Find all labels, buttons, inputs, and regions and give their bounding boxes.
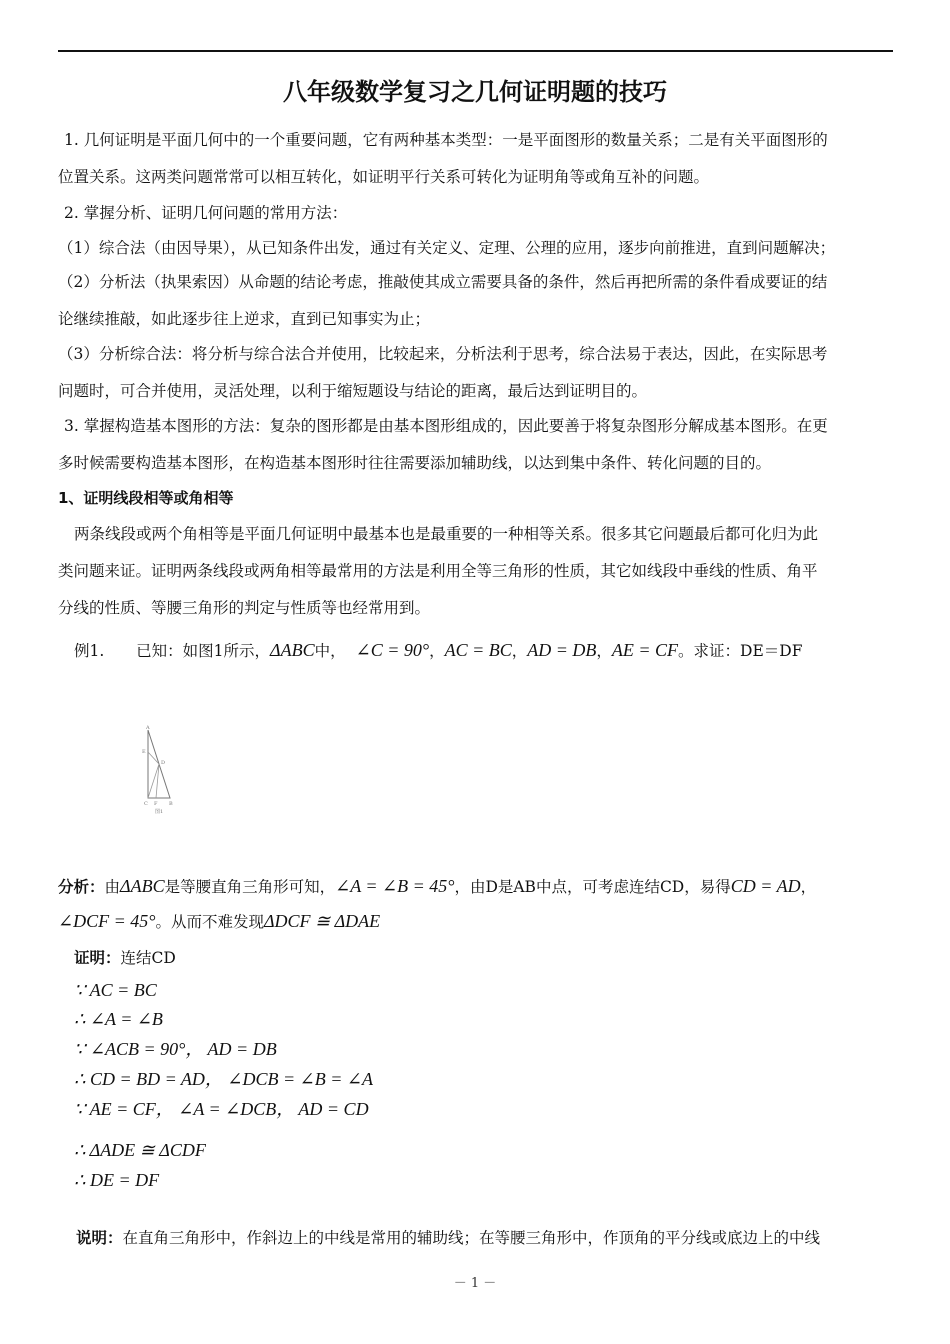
proof-step-text: ∴ ∠A = ∠B <box>74 1009 163 1029</box>
note <box>76 1220 911 1257</box>
example-text-b: 中， <box>314 642 346 660</box>
method3-line1: （3）分析综合法：将分析与综合法合并使用，比较起来，分析法利于思考，综合法易于表达，因此，在实际思考 <box>58 345 828 363</box>
page-title: 八年级数学复习之几何证明题的技巧 <box>283 78 667 106</box>
proof-step <box>74 1094 369 1125</box>
para3-line1: 3. 掌握构造基本图形的方法：复杂的图形都是由基本图形组成的，因此要善于将复杂图形分解成基本图形。在更 <box>64 417 828 435</box>
para2: 2. 掌握分析、证明几何问题的常用方法： <box>64 204 348 222</box>
para1-line1: 1. 几何证明是平面几何中的一个重要问题，它有两种基本类型：一是平面图形的数量关系；二是有关平面图形的 <box>64 131 828 149</box>
proof-step <box>74 975 157 1006</box>
proof-step-text: ∴ CD = BD = AD， ∠DCB = ∠B = ∠A <box>74 1069 373 1089</box>
note-text: 在直角三角形中，作斜边上的中线是常用的辅助线；在等腰三角形中，作顶角的平分线或底边上的中线 <box>122 1229 821 1247</box>
proof-step-text: ∵ ∠ACB = 90°， AD = DB <box>74 1039 277 1059</box>
analysis-text: 是等腰直角三角形可知， <box>164 878 336 896</box>
proof-step <box>74 1004 163 1035</box>
figure-label-b: B <box>169 801 173 807</box>
analysis-math: CD = AD <box>730 876 801 896</box>
analysis-math: ΔDCF ≅ ΔDAE <box>263 911 381 931</box>
example-text-a: 已知：如图1所示， <box>136 642 271 660</box>
method3-line2: 问题时，可合并使用，灵活处理，以利于缩短题设与结论的距离，最后达到证明目的。 <box>58 382 648 400</box>
proof-step <box>74 1064 373 1095</box>
figure-label-e: E <box>142 749 146 755</box>
example-cond-ae-cf: AE = CF <box>611 640 679 660</box>
proof-step-text: ∵ AE = CF， ∠A = ∠DCB， AD = CD <box>74 1099 369 1119</box>
analysis-text: 由 <box>104 878 121 896</box>
example-sep: ， <box>511 642 528 660</box>
example-cond-angle-c: ∠C = 90° <box>355 640 430 660</box>
method2-line2: 论继续推敲，如此逐步往上逆求，直到已知事实为止； <box>58 310 431 328</box>
figure-label-a: A <box>146 725 150 731</box>
figure-1-triangle <box>138 722 178 814</box>
analysis-text: ，由D是AB中点，可考虑连结CD，易得 <box>454 878 731 896</box>
page-number: － 1 － <box>453 1276 497 1291</box>
proof-step <box>74 1034 277 1065</box>
proof-intro: 连结CD <box>120 949 176 967</box>
analysis-math: ∠A = ∠B = 45° <box>335 876 455 896</box>
analysis-line2 <box>58 903 893 941</box>
analysis-math: ∠DCF = 45° <box>58 911 156 931</box>
analysis-math: ΔABC <box>120 876 165 896</box>
example-label: 例1. <box>74 642 105 660</box>
section1-line2: 类问题来证。证明两条线段或两角相等最常用的方法是利用全等三角形的性质，其它如线段中垂线的性质、角平 <box>58 562 818 580</box>
para3-line2: 多时候需要构造基本图形，在构造基本图形时往往需要添加辅助线，以达到集中条件、转化问题的目的。 <box>58 454 772 472</box>
section1-heading: 1、证明线段相等或角相等 <box>58 489 234 507</box>
example-text-c: 。求证：DE＝DF <box>678 642 803 660</box>
analysis-text: ， <box>800 878 817 896</box>
example-1 <box>74 632 909 670</box>
section1-line1: 两条线段或两个角相等是平面几何证明中最基本也是最重要的一种相等关系。很多其它问题最后都可化归为此 <box>74 525 819 543</box>
proof-step <box>74 1165 159 1196</box>
analysis-line1 <box>58 868 893 906</box>
example-sep: ， <box>429 642 445 660</box>
proof-label: 证明： <box>74 949 121 967</box>
analysis-text: 。从而不难发现 <box>155 913 264 931</box>
para1-line2: 位置关系。这两类问题常常可以相互转化，如证明平行关系可转化为证明角等或角互补的问题。 <box>58 168 710 186</box>
example-cond-ad-db: AD = DB <box>527 640 597 660</box>
figure-label-c: C <box>144 801 148 807</box>
method1: （1）综合法（由因导果），从已知条件出发，通过有关定义、定理、公理的应用，逐步向前推进，直到问题解决； <box>58 239 836 257</box>
proof-step <box>74 1135 206 1166</box>
proof-step-text: ∵ AC = BC <box>74 980 157 1000</box>
note-label: 说明： <box>76 1229 123 1247</box>
example-triangle: ΔABC <box>270 640 315 660</box>
method2-line1: （2）分析法（执果索因）从命题的结论考虑，推敲使其成立需要具备的条件，然后再把所需的条件看成要证的结 <box>58 273 828 291</box>
header-rule <box>58 50 893 52</box>
example-cond-ac-bc: AC = BC <box>444 640 512 660</box>
proof-step-text: ∴ DE = DF <box>74 1170 160 1190</box>
proof-step-text: ∴ ΔADE ≅ ΔCDF <box>74 1140 206 1160</box>
analysis-label: 分析： <box>58 878 105 896</box>
figure-caption: 图1 <box>155 809 164 814</box>
proof-heading <box>74 943 176 973</box>
figure-label-d: D <box>161 760 166 766</box>
section1-line3: 分线的性质、等腰三角形的判定与性质等也经常用到。 <box>58 599 431 617</box>
figure-label-f: F <box>154 801 158 807</box>
example-sep: ， <box>596 642 612 660</box>
